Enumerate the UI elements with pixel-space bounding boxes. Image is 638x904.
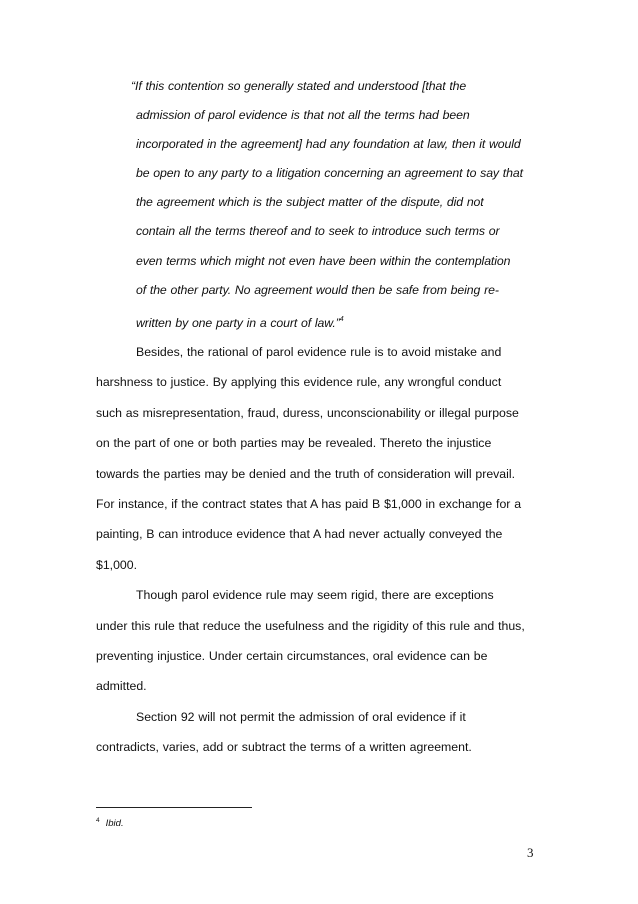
- paragraph-line: Though parol evidence rule may seem rigid, there are exceptions: [136, 588, 494, 603]
- quote-line: incorporated in the agreement] had any foundation at law, then it would: [136, 137, 521, 152]
- paragraph-line: $1,000.: [96, 557, 138, 572]
- paragraph-line: such as misrepresentation, fraud, duress, unconscionability or illegal purpose: [96, 405, 519, 420]
- paragraph-section-92: [96, 702, 556, 763]
- paragraph-line: painting, B can introduce evidence that A had never actually conveyed the: [96, 527, 503, 542]
- paragraph-line: under this rule that reduce the usefulness and the rigidity of this rule and thus,: [96, 618, 525, 633]
- footnote-number: 4: [96, 817, 100, 824]
- paragraph-line: preventing injustice. Under certain circumstances, oral evidence can be: [96, 649, 488, 664]
- quote-line: be open to any party to a litigation concerning an agreement to say that: [136, 166, 523, 181]
- paragraph-line: contradicts, varies, add or subtract the terms of a written agreement.: [96, 740, 472, 755]
- footnote-divider: [96, 807, 252, 808]
- quote-line: written by one party in a court of law.”$^4$: [136, 315, 344, 330]
- block-quote: [131, 72, 556, 338]
- paragraph-line: towards the parties may be denied and the truth of consideration will prevail.: [96, 466, 516, 481]
- quote-close-mark: ”: [335, 315, 340, 330]
- quote-open-mark: “: [131, 79, 135, 93]
- paragraph-line: Section 92 will not permit the admission of oral evidence if it: [136, 709, 466, 724]
- paragraph-line: admitted.: [96, 679, 147, 694]
- footnote: [96, 817, 124, 829]
- paragraph-line: For instance, if the contract states that A has paid B $1,000 in exchange for a: [96, 497, 522, 512]
- paragraph-line: on the part of one or both parties may be revealed. Thereto the injustice: [96, 436, 492, 451]
- paragraph-rationale: [96, 337, 556, 580]
- page-number: 3: [527, 845, 534, 860]
- quote-line: admission of parol evidence is that not all the terms had been: [136, 108, 470, 123]
- paragraph-line: Besides, the rational of parol evidence rule is to avoid mistake and: [136, 345, 502, 359]
- quote-line: “If this contention so generally stated and understood [that the: [131, 79, 467, 93]
- body-text: [96, 337, 556, 763]
- quote-line: the agreement which is the subject matter of the dispute, did not: [136, 195, 484, 210]
- footnote-text: Ibid.: [105, 818, 124, 829]
- quote-line: even terms which might not even have been within the contemplation: [136, 253, 511, 268]
- footnote-reference[interactable]: 4: [339, 315, 344, 323]
- quote-line: contain all the terms thereof and to seek to introduce such terms or: [136, 224, 500, 239]
- paragraph-line: harshness to justice. By applying this evidence rule, any wrongful conduct: [96, 375, 502, 390]
- paragraph-exceptions: [96, 580, 556, 702]
- quote-line: of the other party. No agreement would then be safe from being re-: [136, 282, 499, 297]
